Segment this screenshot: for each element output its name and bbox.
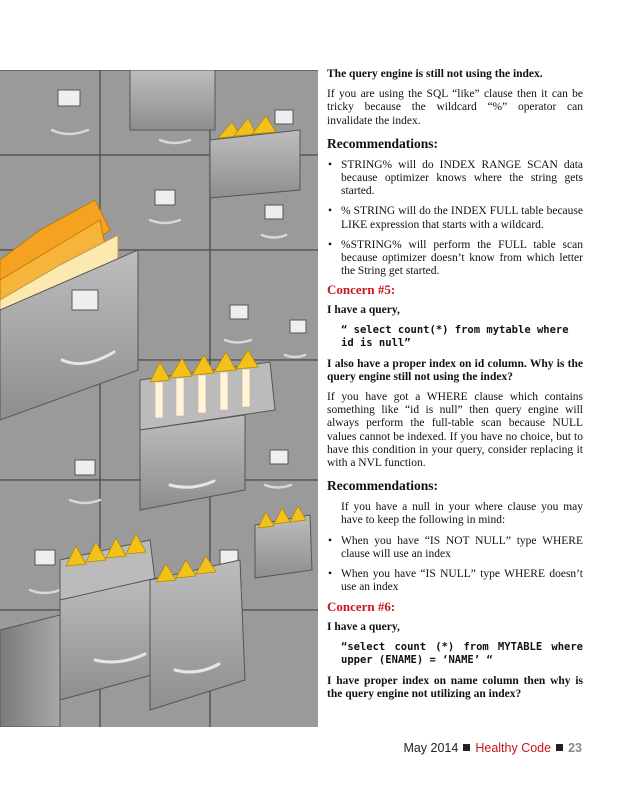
concern-6-heading: Concern #6:	[327, 599, 396, 615]
filing-cabinets-photo	[0, 70, 318, 727]
concern-5-intro: I have a query,	[327, 304, 400, 317]
recommendations-heading-1: Recommendations:	[327, 135, 438, 151]
recommendations-list-2	[327, 535, 583, 595]
concern-5-question: I also have a proper index on id column. Why is the query engine still not using the index?	[327, 357, 583, 383]
list-item: • When you have “IS NOT NULL” type WHERE clause will use an index	[327, 535, 583, 561]
separator-square-icon	[463, 744, 470, 751]
concern-6-intro: I have a query,	[327, 621, 400, 634]
article-column	[327, 68, 583, 701]
recommendations-list-1	[327, 159, 583, 279]
concern-6-code: “select count (*) from MYTABLE where upper (ENAME) = ‘NAME’ “	[341, 640, 583, 667]
recommendations-heading-2: Recommendations:	[327, 478, 438, 494]
issue-date: May 2014	[403, 741, 459, 755]
concern-5-answer: If you have got a WHERE clause which contains something like “id is null” then query engine will always perform the full-table scan because NULL values cannot be indexed. If you have no choice, but to have this condition in your query, consider replacing it with a NVL function.	[327, 391, 583, 470]
concern-5-heading: Concern #5:	[327, 282, 396, 298]
magazine-name: Healthy Code	[475, 741, 552, 755]
page-footer	[403, 741, 582, 755]
list-item: • When you have “IS NULL” type WHERE doesn’t use an index	[327, 568, 583, 594]
lead-sentence: The query engine is still not using the index.	[327, 68, 543, 80]
list-item: • % STRING will do the INDEX FULL table because LIKE expression that starts with a wildcard.	[327, 205, 583, 231]
page-number: 23	[568, 741, 582, 755]
list-item: • %STRING% will perform the FULL table scan because optimizer doesn’t know from which letter the String get started.	[327, 239, 583, 279]
like-clause-paragraph: If you are using the SQL “like” clause then it can be tricky because the wildcard “%” operator can invalidate the index.	[327, 88, 583, 127]
separator-square-icon	[556, 744, 563, 751]
recommendations-intro-2: If you have a null in your where clause you may have to keep the following in mind:	[341, 501, 583, 527]
concern-6-question: I have proper index on name column then why is the query engine not utilizing an index?	[327, 674, 583, 700]
concern-5-code: “ select count(*) from mytable where id is null”	[341, 323, 569, 350]
list-item: • STRING% will do INDEX RANGE SCAN data because optimizer knows where the string gets started.	[327, 159, 583, 199]
